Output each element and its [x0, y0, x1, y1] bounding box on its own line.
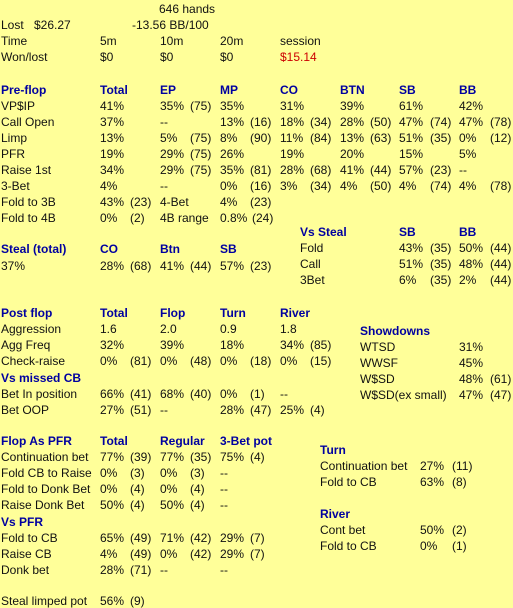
postflop-cell: (15)	[310, 354, 332, 368]
fold-to-4b-value: 0%	[100, 211, 118, 225]
vs-steal-cell: (35)	[430, 257, 452, 271]
preflop-cell: 13%	[100, 131, 125, 145]
postflop-cell: 32%	[100, 338, 125, 352]
steal-col-sb: SB	[220, 242, 237, 256]
vs-steal-row-label: Fold	[300, 241, 324, 255]
river-row-count: (1)	[452, 539, 467, 553]
vs-steal-row-label: 3Bet	[300, 273, 325, 287]
preflop-col-bb: BB	[459, 83, 477, 97]
postflop-cell: (85)	[310, 338, 332, 352]
vs-pfr-cell: 28%	[100, 563, 125, 577]
preflop-cell: 35%	[160, 99, 185, 113]
flop-pfr-cell: (4)	[190, 498, 205, 512]
flop-pfr-cell: --	[220, 498, 228, 512]
turn-row-label: Fold to CB	[320, 475, 377, 489]
vs-pfr-cell: (7)	[250, 531, 265, 545]
flop-pfr-cell: (3)	[190, 466, 205, 480]
steal-limped-label: Steal limped pot	[1, 594, 88, 608]
steal-col-co: CO	[100, 242, 118, 256]
preflop-cell: (16)	[250, 179, 272, 193]
bb-per-100: -13.56 BB/100	[132, 18, 209, 32]
vs-pfr-cell: 71%	[160, 531, 185, 545]
four-bet-range-count: (24)	[252, 211, 274, 225]
flop-pfr-cell: (35)	[190, 450, 212, 464]
preflop-cell: (44)	[370, 163, 392, 177]
vs-steal-cell: (44)	[490, 273, 512, 287]
steal-limped-value: 56%	[100, 594, 125, 608]
postflop-row-label: Aggression	[1, 322, 62, 336]
postflop-cell: 18%	[220, 338, 245, 352]
flop-pfr-row-label: Raise Donk Bet	[1, 498, 85, 512]
missed-cb-cell: (41)	[130, 387, 152, 401]
vs-pfr-cell: (49)	[130, 531, 152, 545]
showdown-row-count: (47)	[490, 388, 512, 402]
vs-pfr-cell: 29%	[220, 531, 245, 545]
vs-steal-title: Vs Steal	[300, 225, 347, 239]
preflop-cell: (34)	[310, 115, 332, 129]
flop-pfr-col-regular: Regular	[160, 434, 205, 448]
missed-cb-row-label: Bet In position	[1, 387, 78, 401]
vs-steal-cell: (35)	[430, 273, 452, 287]
turn-row-value: 27%	[420, 459, 445, 473]
postflop-cell: 39%	[160, 338, 185, 352]
four-bet-value: 4%	[220, 195, 238, 209]
postflop-cell: 0%	[160, 354, 178, 368]
postflop-cell: 0%	[220, 354, 238, 368]
preflop-cell: (81)	[250, 163, 272, 177]
postflop-col-turn: Turn	[220, 306, 246, 320]
river-row-label: Cont bet	[320, 523, 366, 537]
steal-limped-count: (9)	[130, 594, 145, 608]
preflop-cell: 3%	[280, 179, 298, 193]
preflop-cell: (23)	[430, 163, 452, 177]
preflop-cell: 19%	[280, 147, 305, 161]
flop-pfr-cell: (4)	[250, 450, 265, 464]
missed-cb-cell: 27%	[100, 403, 125, 417]
flop-pfr-cell: 50%	[160, 498, 185, 512]
preflop-cell: 42%	[459, 99, 484, 113]
showdowns-title: Showdowns	[360, 324, 430, 338]
vs-steal-cell: 48%	[459, 257, 484, 271]
steal-btn-value: 41%	[160, 259, 185, 273]
steal-sb-value: 57%	[220, 259, 245, 273]
vs-pfr-cell: --	[220, 563, 228, 577]
flop-pfr-cell: 77%	[100, 450, 125, 464]
postflop-cell: 0%	[100, 354, 118, 368]
preflop-row-label: PFR	[1, 147, 25, 161]
preflop-cell: (75)	[190, 147, 212, 161]
preflop-cell: (90)	[250, 131, 272, 145]
showdown-row-value: 31%	[459, 340, 484, 354]
steal-btn-count: (44)	[190, 259, 212, 273]
preflop-cell: (63)	[370, 131, 392, 145]
preflop-row-label: Raise 1st	[1, 163, 52, 177]
steal-co-count: (68)	[130, 259, 152, 273]
vs-pfr-cell: (42)	[190, 547, 212, 561]
preflop-cell: 4%	[340, 179, 358, 193]
vs-steal-col-sb: SB	[399, 225, 416, 239]
flop-pfr-cell: (3)	[130, 466, 145, 480]
preflop-cell: --	[459, 163, 467, 177]
lost-label: Lost	[1, 18, 24, 32]
preflop-cell: 47%	[459, 115, 484, 129]
vs-pfr-cell: 4%	[100, 547, 118, 561]
turn-row-count: (11)	[452, 459, 473, 473]
preflop-cell: 26%	[220, 147, 245, 161]
preflop-cell: --	[160, 115, 168, 129]
steal-title: Steal (total)	[1, 242, 67, 256]
missed-cb-cell: 0%	[220, 387, 238, 401]
showdown-row-label: W$SD(ex small)	[360, 388, 447, 402]
preflop-cell: 5%	[459, 147, 477, 161]
preflop-cell: (84)	[310, 131, 332, 145]
fold-to-3b-label: Fold to 3B	[1, 195, 56, 209]
flop-pfr-cell: 0%	[100, 466, 118, 480]
river-row-label: Fold to CB	[320, 539, 377, 553]
preflop-cell: 34%	[100, 163, 125, 177]
turn-row-value: 63%	[420, 475, 445, 489]
wonlost-10m: $0	[160, 50, 174, 64]
missed-cb-cell: (51)	[130, 403, 152, 417]
preflop-cell: (12)	[490, 131, 512, 145]
preflop-cell: 0%	[220, 179, 238, 193]
flop-pfr-col-total: Total	[100, 434, 128, 448]
preflop-col-total: Total	[100, 83, 128, 97]
missed-cb-cell: (4)	[310, 403, 325, 417]
flop-pfr-row-label: Fold to Donk Bet	[1, 482, 91, 496]
interval-5m: 5m	[100, 34, 117, 48]
flop-pfr-cell: 77%	[160, 450, 185, 464]
preflop-cell: 39%	[340, 99, 365, 113]
preflop-cell: 28%	[340, 115, 365, 129]
preflop-cell: 51%	[399, 131, 424, 145]
preflop-cell: 13%	[340, 131, 365, 145]
flop-pfr-cell: --	[220, 466, 228, 480]
preflop-cell: (50)	[370, 179, 392, 193]
missed-cb-cell: (47)	[250, 403, 272, 417]
vs-pfr-cell: (49)	[130, 547, 152, 561]
interval-session: session	[280, 34, 321, 48]
showdown-row-count: (61)	[490, 372, 512, 386]
postflop-cell: (81)	[130, 354, 152, 368]
river-row-value: 50%	[420, 523, 445, 537]
postflop-cell: (18)	[250, 354, 272, 368]
preflop-cell: (75)	[190, 131, 212, 145]
preflop-cell: 8%	[220, 131, 238, 145]
vs-steal-cell: (44)	[490, 241, 512, 255]
preflop-cell: (16)	[250, 115, 272, 129]
vs-pfr-cell: (71)	[130, 563, 152, 577]
vs-pfr-row-label: Donk bet	[1, 563, 50, 577]
preflop-cell: 35%	[220, 163, 245, 177]
flop-pfr-cell: 75%	[220, 450, 245, 464]
hands-count: 646 hands	[159, 2, 216, 16]
vs-steal-cell: 51%	[399, 257, 424, 271]
preflop-cell: 29%	[160, 163, 185, 177]
vs-steal-cell: 50%	[459, 241, 484, 255]
four-bet-range-value: 0.8%	[220, 211, 248, 225]
postflop-row-label: Check-raise	[1, 354, 66, 368]
flop-pfr-cell: 0%	[100, 482, 118, 496]
preflop-cell: 28%	[280, 163, 305, 177]
flop-pfr-row-label: Continuation bet	[1, 450, 89, 464]
flop-pfr-cell: (4)	[130, 498, 145, 512]
wonlost-20m: $0	[220, 50, 234, 64]
flop-pfr-title: Flop As PFR	[1, 434, 72, 448]
river-title: River	[320, 507, 351, 521]
steal-co-value: 28%	[100, 259, 125, 273]
vs-pfr-cell: (7)	[250, 547, 265, 561]
flop-pfr-cell: (4)	[130, 482, 145, 496]
vs-pfr-cell: 0%	[160, 547, 178, 561]
turn-row-count: (8)	[452, 475, 467, 489]
preflop-col-co: CO	[280, 83, 298, 97]
missed-cb-cell: 66%	[100, 387, 125, 401]
preflop-cell: 20%	[340, 147, 365, 161]
four-bet-label: 4-Bet	[160, 195, 189, 209]
preflop-cell: 4%	[100, 179, 118, 193]
flop-pfr-cell: (4)	[190, 482, 205, 496]
vs-steal-cell: 6%	[399, 273, 417, 287]
wonlost-5m: $0	[100, 50, 114, 64]
preflop-col-ep: EP	[160, 83, 177, 97]
preflop-cell: 57%	[399, 163, 424, 177]
missed-cb-cell: 25%	[280, 403, 305, 417]
postflop-row-label: Agg Freq	[1, 338, 51, 352]
preflop-cell: 61%	[399, 99, 424, 113]
postflop-title: Post flop	[1, 306, 53, 320]
four-bet-count: (23)	[250, 195, 272, 209]
fold-to-3b-value: 43%	[100, 195, 125, 209]
preflop-cell: 18%	[280, 115, 305, 129]
four-bet-range-label: 4B range	[160, 211, 209, 225]
preflop-title: Pre-flop	[1, 83, 47, 97]
preflop-row-label: VP$IP	[1, 99, 36, 113]
missed-cb-cell: (1)	[250, 387, 265, 401]
vs-pfr-cell: 65%	[100, 531, 125, 545]
preflop-row-label: Limp	[1, 131, 28, 145]
river-row-count: (2)	[452, 523, 467, 537]
preflop-cell: (68)	[310, 163, 332, 177]
preflop-cell: 4%	[399, 179, 417, 193]
preflop-col-mp: MP	[220, 83, 238, 97]
vs-pfr-row-label: Raise CB	[1, 547, 52, 561]
preflop-cell: 15%	[399, 147, 424, 161]
steal-sb-count: (23)	[250, 259, 272, 273]
flop-pfr-cell: 50%	[100, 498, 125, 512]
showdown-row-label: WTSD	[360, 340, 396, 354]
postflop-cell: 1.6	[100, 322, 117, 336]
fold-to-3b-count: (23)	[130, 195, 152, 209]
preflop-cell: 5%	[160, 131, 178, 145]
preflop-cell: 31%	[280, 99, 305, 113]
preflop-cell: (34)	[310, 179, 332, 193]
preflop-cell: 13%	[220, 115, 245, 129]
preflop-col-btn: BTN	[340, 83, 365, 97]
flop-pfr-cell: (39)	[130, 450, 152, 464]
vs-pfr-row-label: Fold to CB	[1, 531, 58, 545]
postflop-cell: 2.0	[160, 322, 177, 336]
vs-steal-cell: 2%	[459, 273, 477, 287]
preflop-cell: (74)	[430, 115, 452, 129]
interval-20m: 20m	[220, 34, 244, 48]
preflop-cell: 41%	[340, 163, 365, 177]
showdown-row-value: 47%	[459, 388, 484, 402]
vs-pfr-cell: --	[160, 563, 168, 577]
flop-pfr-cell: 0%	[160, 466, 178, 480]
showdown-row-value: 48%	[459, 372, 484, 386]
missed-cb-cell: (40)	[190, 387, 212, 401]
preflop-col-sb: SB	[399, 83, 416, 97]
showdown-row-label: WWSF	[360, 356, 398, 370]
postflop-cell: 0%	[280, 354, 298, 368]
wonlost-label: Won/lost	[1, 50, 48, 64]
steal-total-value: 37%	[1, 259, 26, 273]
postflop-cell: 34%	[280, 338, 305, 352]
preflop-row-label: Call Open	[1, 115, 55, 129]
preflop-row-label: 3-Bet	[1, 179, 30, 193]
postflop-cell: 0.9	[220, 322, 237, 336]
preflop-cell: (50)	[370, 115, 392, 129]
postflop-col-flop: Flop	[160, 306, 186, 320]
preflop-cell: (78)	[490, 179, 512, 193]
missed-cb-title: Vs missed CB	[1, 371, 82, 385]
preflop-cell: 19%	[100, 147, 125, 161]
preflop-cell: (74)	[430, 179, 452, 193]
turn-title: Turn	[320, 443, 346, 457]
preflop-cell: (78)	[490, 115, 512, 129]
postflop-col-total: Total	[100, 306, 128, 320]
steal-col-btn: Btn	[160, 242, 180, 256]
flop-pfr-col-3bet: 3-Bet pot	[220, 434, 272, 448]
interval-10m: 10m	[160, 34, 184, 48]
postflop-col-river: River	[280, 306, 311, 320]
preflop-cell: 47%	[399, 115, 424, 129]
flop-pfr-cell: --	[220, 482, 228, 496]
preflop-cell: 37%	[100, 115, 125, 129]
vs-pfr-cell: (42)	[190, 531, 212, 545]
vs-pfr-cell: 29%	[220, 547, 245, 561]
vs-steal-cell: 43%	[399, 241, 424, 255]
vs-pfr-title: Vs PFR	[1, 515, 44, 529]
wonlost-session: $15.14	[280, 50, 317, 64]
vs-steal-row-label: Call	[300, 257, 321, 271]
preflop-cell: (35)	[430, 131, 452, 145]
preflop-cell: 11%	[280, 131, 304, 145]
time-label: Time	[1, 34, 28, 48]
postflop-cell: 1.8	[280, 322, 297, 336]
fold-to-4b-label: Fold to 4B	[1, 211, 56, 225]
missed-cb-cell: --	[280, 387, 288, 401]
fold-to-4b-count: (2)	[130, 211, 145, 225]
postflop-cell: (48)	[190, 354, 212, 368]
missed-cb-cell: 28%	[220, 403, 245, 417]
vs-steal-cell: (35)	[430, 241, 452, 255]
missed-cb-cell: 68%	[160, 387, 185, 401]
showdown-row-value: 45%	[459, 356, 484, 370]
vs-steal-cell: (44)	[490, 257, 512, 271]
preflop-cell: (75)	[190, 163, 212, 177]
missed-cb-row-label: Bet OOP	[1, 403, 50, 417]
preflop-cell: 35%	[220, 99, 245, 113]
preflop-cell: 4%	[459, 179, 477, 193]
missed-cb-cell: --	[160, 403, 168, 417]
preflop-cell: (75)	[190, 99, 212, 113]
flop-pfr-row-label: Fold CB to Raise	[1, 466, 92, 480]
river-row-value: 0%	[420, 539, 438, 553]
preflop-cell: 41%	[100, 99, 125, 113]
flop-pfr-cell: 0%	[160, 482, 178, 496]
lost-amount: $26.27	[34, 18, 71, 32]
preflop-cell: 29%	[160, 147, 185, 161]
preflop-cell: 0%	[459, 131, 477, 145]
preflop-cell: --	[160, 179, 168, 193]
vs-steal-col-bb: BB	[459, 225, 477, 239]
showdown-row-label: W$SD	[360, 372, 395, 386]
turn-row-label: Continuation bet	[320, 459, 408, 473]
